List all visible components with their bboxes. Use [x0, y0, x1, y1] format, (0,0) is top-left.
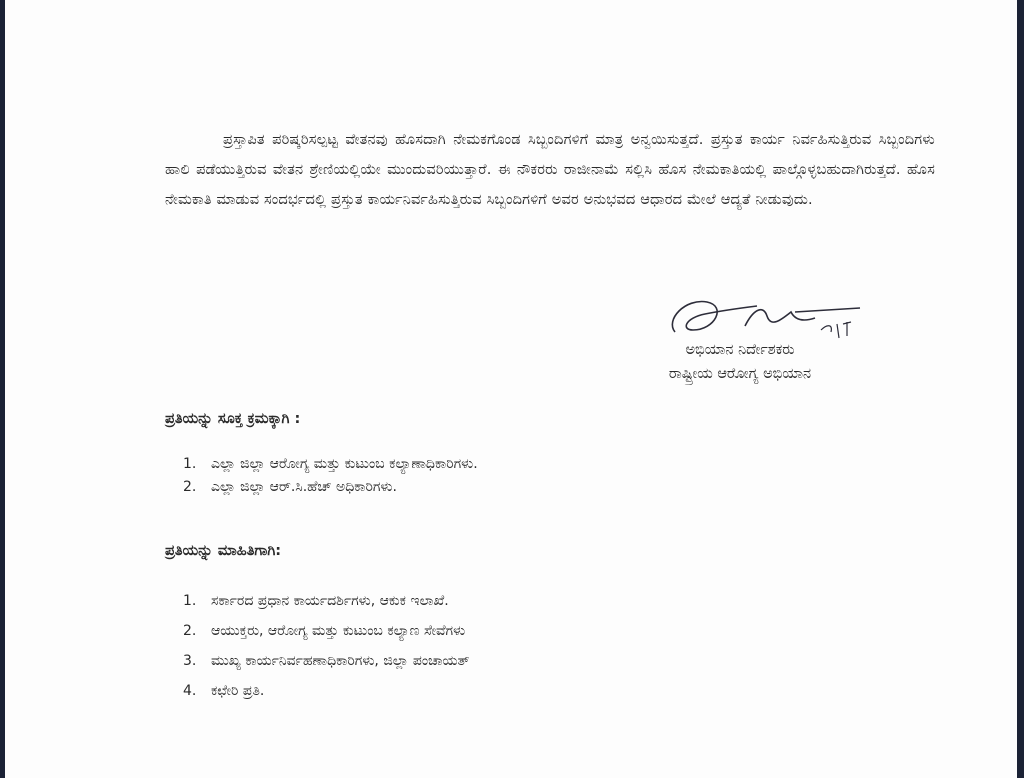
copy-action-list: [183, 452, 478, 498]
list-item: 4. ಕಛೇರಿ ಪ್ರತಿ.: [183, 683, 265, 699]
copy-info-heading: ಪ್ರತಿಯನ್ನು ಮಾಹಿತಿಗಾಗಿ:: [165, 543, 282, 559]
copy-info-list: [183, 586, 470, 706]
copy-action-heading: ಪ್ರತಿಯನ್ನು ಸೂಕ್ತ ಕ್ರಮಕ್ಕಾಗಿ :: [165, 411, 301, 427]
list-item: 1. ಸರ್ಕಾರದ ಪ್ರಧಾನ ಕಾರ್ಯದರ್ಶಿಗಳು, ಆಕುಕ ಇಲಾಖೆ.: [183, 593, 449, 609]
list-item: 3. ಮುಖ್ಯ ಕಾರ್ಯನಿರ್ವಹಣಾಧಿಕಾರಿಗಳು, ಜಿಲ್ಲಾ ಪಂಚಾಯತ್: [183, 653, 470, 669]
list-item: 2. ಎಲ್ಲಾ ಜಿಲ್ಲಾ ಆರ್.ಸಿ.ಹೆಚ್ ಅಧಿಕಾರಿಗಳು.: [183, 478, 397, 495]
list-item: 1. ಎಲ್ಲಾ ಜಿಲ್ಲಾ ಆರೋಗ್ಯ ಮತ್ತು ಕುಟುಂಬ ಕಲ್ಯಾಣಾಧಿಕಾರಿಗಳು.: [183, 455, 478, 472]
body-paragraph: ಪ್ರಸ್ತಾಪಿತ ಪರಿಷ್ಕರಿಸಲ್ಪಟ್ಟ ವೇತನವು ಹೊಸದಾಗಿ ನೇಮಕಗೊಂಡ ಸಿಬ್ಬಂದಿಗಳಿಗೆ ಮಾತ್ರ ಅನ್ವಯಿಸುತ್ತದೆ. ಪ್ರಸ್ತುತ ಕಾರ್ಯ ನಿರ್ವಹಿಸುತ್ತಿರುವ ಸಿಬ್ಬಂದಿಗಳು ಹಾಲಿ ಪಡೆಯುತ್ತಿರುವ ವೇತನ ಶ್ರೇಣಿಯಲ್ಲಿಯೇ ಮುಂದುವರಿಯುತ್ತಾರೆ. ಈ ನೌಕರರು ರಾಜೀನಾಮೆ ಸಲ್ಲಿಸಿ ಹೊಸ ನೇಮಕಾತಿಯಲ್ಲಿ ಪಾಲ್ಗೊಳ್ಳಬಹುದಾಗಿರುತ್ತದೆ. ಹೊಸ ನೇಮಕಾತಿ ಮಾಡುವ ಸಂದರ್ಭದಲ್ಲಿ ಪ್ರಸ್ತುತ ಕಾರ್ಯನಿರ್ವಹಿಸುತ್ತಿರುವ ಸಿಬ್ಬಂದಿಗಳಿಗೆ ಅವರ ಅನುಭವದ ಆಧಾರದ ಮೇಲೆ ಆದ್ಯತೆ ನೀಡುವುದು.: [165, 132, 935, 208]
signature-block: [605, 338, 875, 386]
signatory-title: ಅಭಿಯಾನ ನಿರ್ದೇಶಕರು: [685, 342, 795, 358]
signatory-org: ರಾಷ್ಟ್ರೀಯ ಆರೋಗ್ಯ ಅಭಿಯಾನ: [668, 366, 812, 382]
document-page: [5, 0, 1017, 778]
list-item: 2. ಆಯುಕ್ತರು, ಆರೋಗ್ಯ ಮತ್ತು ಕುಟುಂಬ ಕಲ್ಯಾಣ ಸೇವೆಗಳು: [183, 623, 466, 639]
